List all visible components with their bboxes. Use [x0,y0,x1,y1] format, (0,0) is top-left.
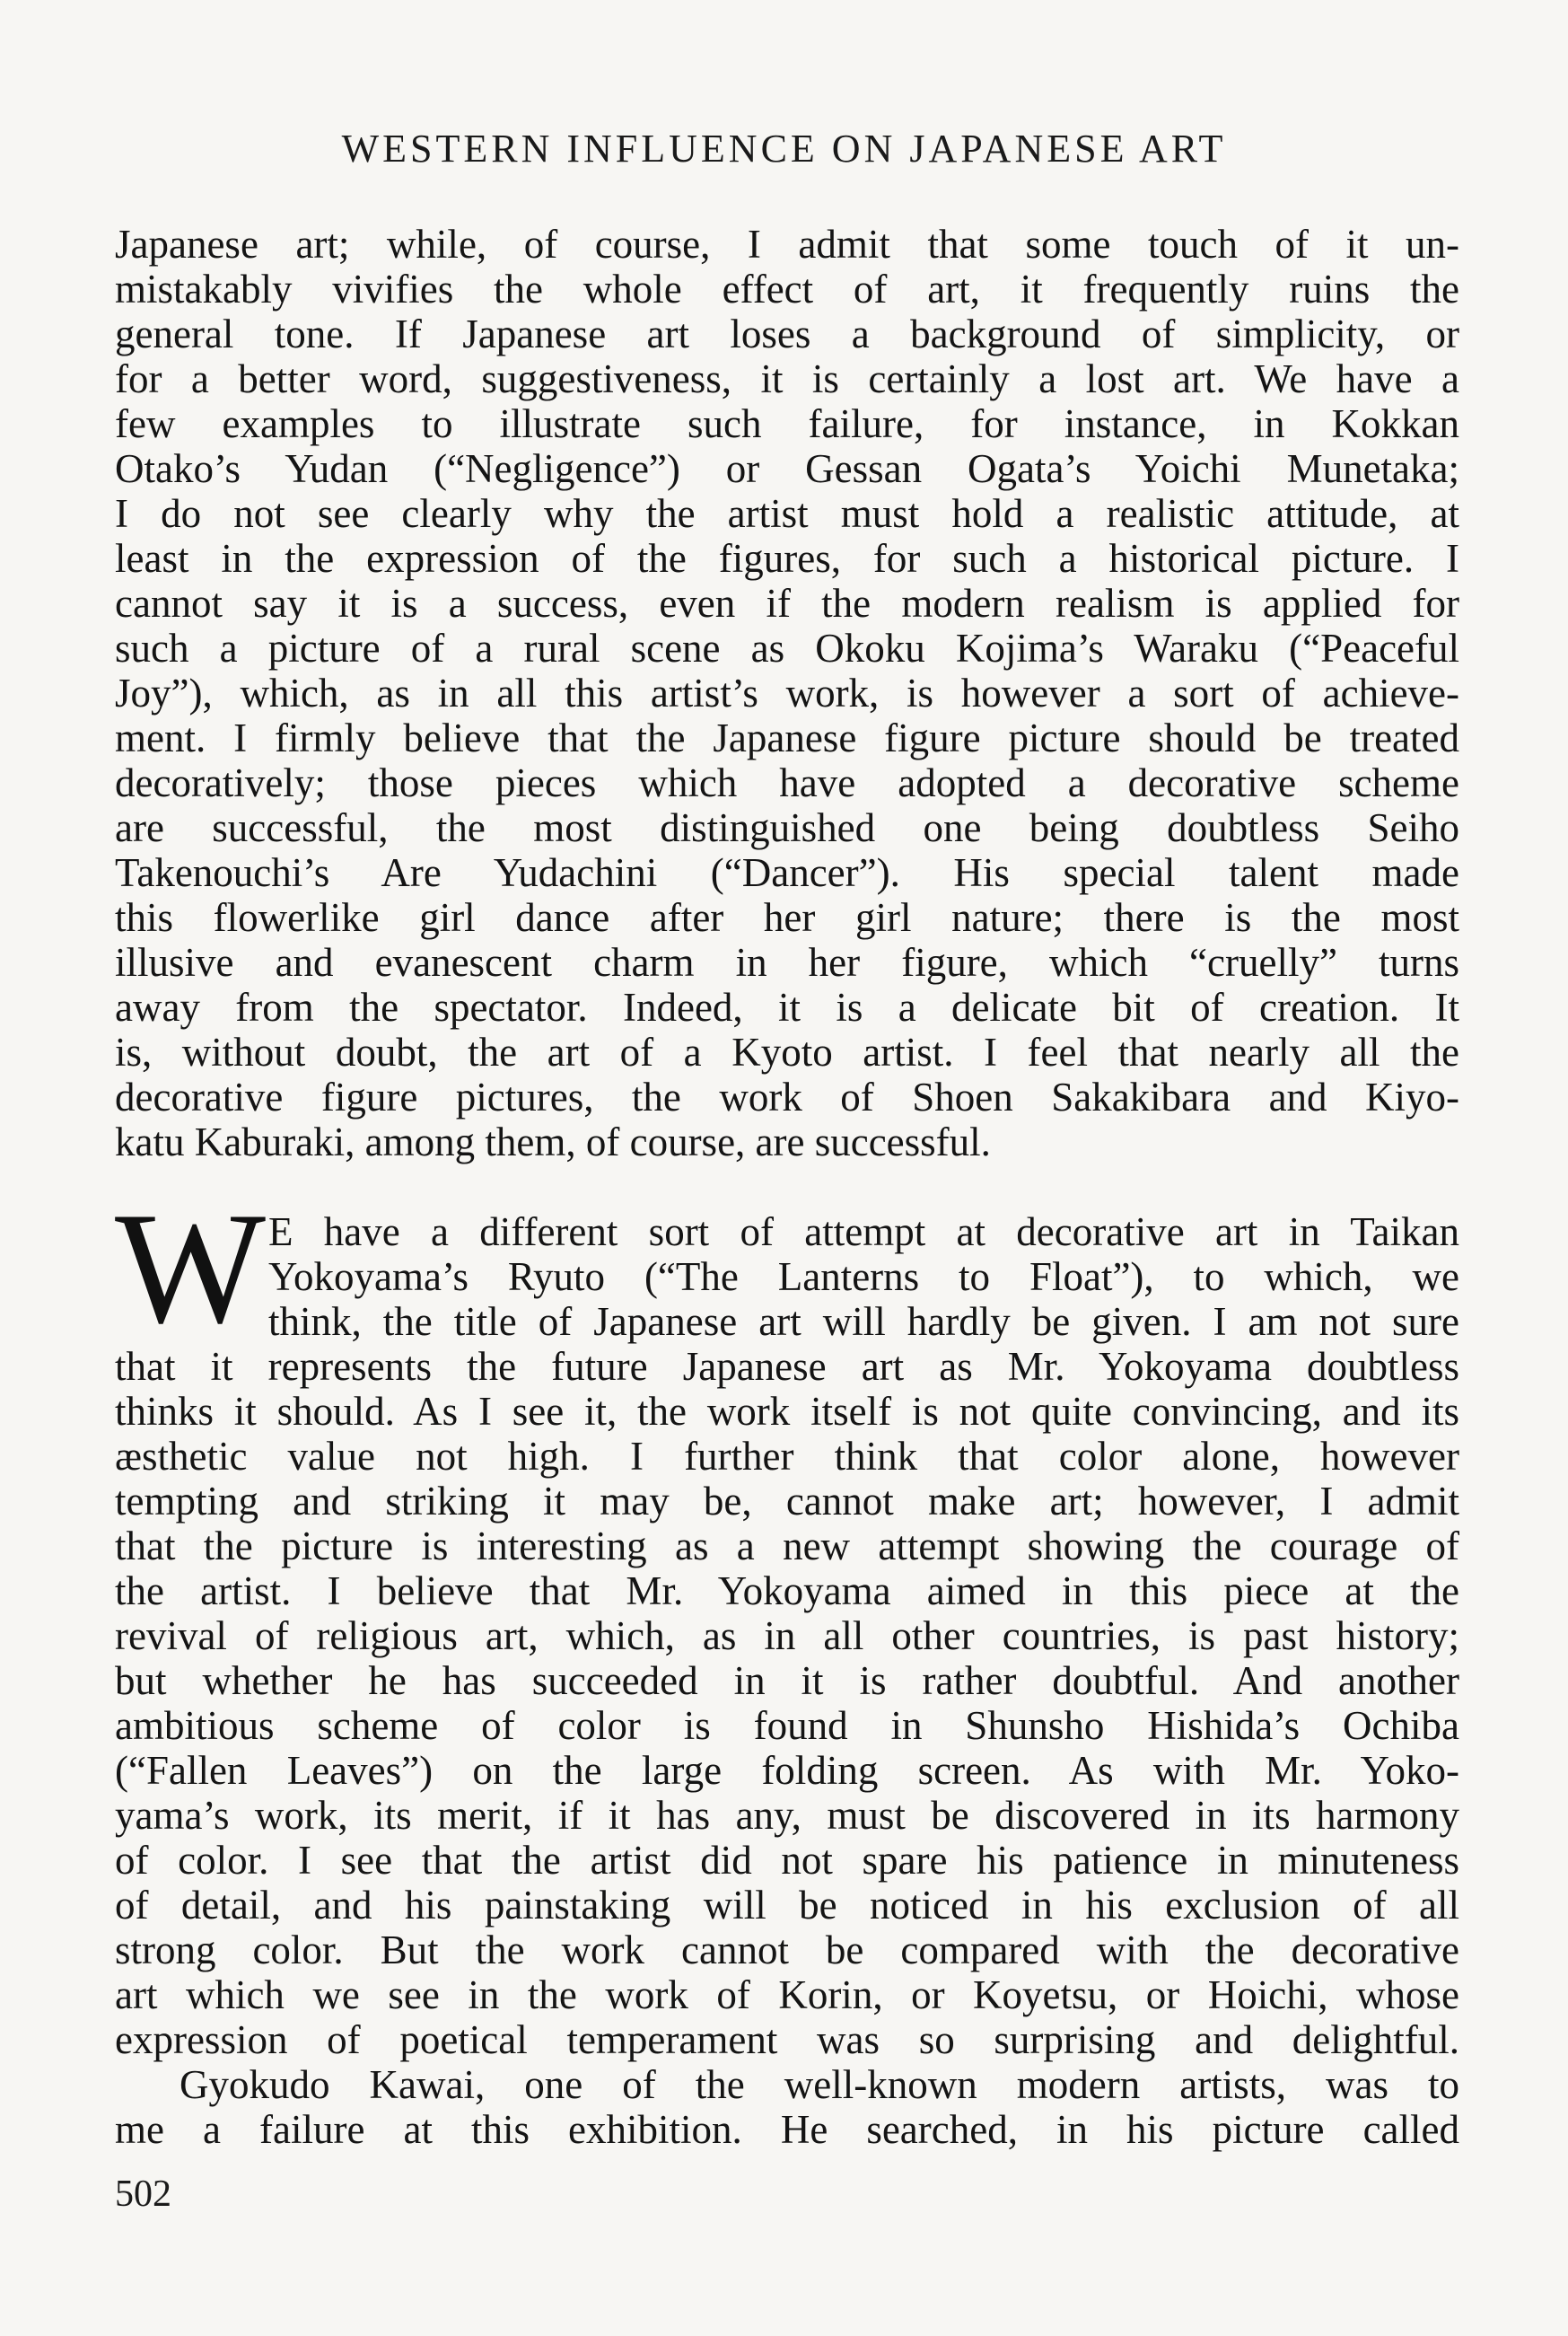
text-line: but whether he has succeeded in it is rather doubtful. And another [115,1658,1459,1703]
text-line: this flowerlike girl dance after her girl nature; there is the most [115,895,1459,940]
text-line: of color. I see that the artist did not spare his patience in minuteness [115,1838,1459,1883]
text-line: away from the spectator. Indeed, it is a delicate bit of creation. It [115,985,1459,1030]
text-line: thinks it should. As I see it, the work itself is not quite convincing, and its [115,1389,1459,1434]
running-title: WESTERN INFLUENCE ON JAPANESE ART [341,127,1227,171]
text-line: revival of religious art, which, as in all other countries, is past history; [115,1613,1459,1658]
text-line: tempting and striking it may be, cannot make art; however, I admit [115,1479,1459,1524]
text-line: decoratively; those pieces which have adopted a decorative scheme [115,760,1459,805]
text-line: æsthetic value not high. I further think that color alone, however [115,1434,1459,1479]
text-line: Otako’s Yudan (“Negligence”) or Gessan Ogata’s Yoichi Munetaka; [115,446,1459,491]
text-line: that the picture is interesting as a new attempt showing the courage of [115,1524,1459,1568]
text-line: least in the expression of the figures, for such a historical picture. I [115,536,1459,581]
text-line: katu Kaburaki, among them, of course, are successful. [115,1120,991,1164]
text-line: for a better word, suggestiveness, it is certainly a lost art. We have a [115,356,1459,401]
text-line: strong color. But the work cannot be compared with the decorative [115,1928,1459,1972]
text-line: ambitious scheme of color is found in Shunsho Hishida’s Ochiba [115,1703,1459,1748]
text-line: yama’s work, its merit, if it has any, must be discovered in its harmony [115,1793,1459,1838]
text-line: I do not see clearly why the artist must hold a realistic attitude, at [115,491,1459,536]
text-line: are successful, the most distinguished one being doubtless Seiho [115,805,1459,850]
paragraph-1 [115,222,1459,1164]
text-line: that it represents the future Japanese art as Mr. Yokoyama doubtless [115,1344,1459,1389]
text-line: mistakably vivifies the whole effect of art, it frequently ruins the [115,267,1459,312]
text-line: ment. I firmly believe that the Japanese figure picture should be treated [115,716,1459,760]
text-line: of detail, and his painstaking will be noticed in his exclusion of all [115,1883,1459,1928]
text-line: Yokoyama’s Ryuto (“The Lanterns to Float”), to which, we [268,1254,1459,1299]
page-number: 502 [115,2174,171,2215]
paragraph-2 [115,1209,1459,2152]
text-line: illusive and evanescent charm in her figure, which “cruelly” turns [115,940,1459,985]
text-line: think, the title of Japanese art will hardly be given. I am not sure [268,1299,1459,1344]
text-line: Takenouchi’s Are Yudachini (“Dancer”). His special talent made [115,850,1459,895]
text-line: me a failure at this exhibition. He searched, in his picture called [115,2107,1459,2152]
text-line: few examples to illustrate such failure, for instance, in Kokkan [115,401,1459,446]
text-line: the artist. I believe that Mr. Yokoyama aimed in this piece at the [115,1568,1459,1613]
text-line: cannot say it is a success, even if the modern realism is applied for [115,581,1459,626]
text-line: Gyokudo Kawai, one of the well-known modern artists, was to [180,2062,1459,2107]
text-line: expression of poetical temperament was so surprising and delightful. [115,2017,1459,2062]
text-line: Joy”), which, as in all this artist’s work, is however a sort of achieve- [115,671,1459,716]
text-line: Japanese art; while, of course, I admit that some touch of it un- [115,222,1459,267]
drop-cap: W [115,1179,267,1357]
text-line: such a picture of a rural scene as Okoku Kojima’s Waraku (“Peaceful [115,626,1459,671]
text-line: decorative figure pictures, the work of Shoen Sakakibara and Kiyo- [115,1075,1459,1120]
text-line: art which we see in the work of Korin, or Koyetsu, or Hoichi, whose [115,1972,1459,2017]
text-line: is, without doubt, the art of a Kyoto artist. I feel that nearly all the [115,1030,1459,1075]
text-line: E have a different sort of attempt at decorative art in Taikan [268,1209,1459,1254]
text-line: (“Fallen Leaves”) on the large folding screen. As with Mr. Yoko- [115,1748,1459,1793]
text-line: general tone. If Japanese art loses a background of simplicity, or [115,312,1459,356]
